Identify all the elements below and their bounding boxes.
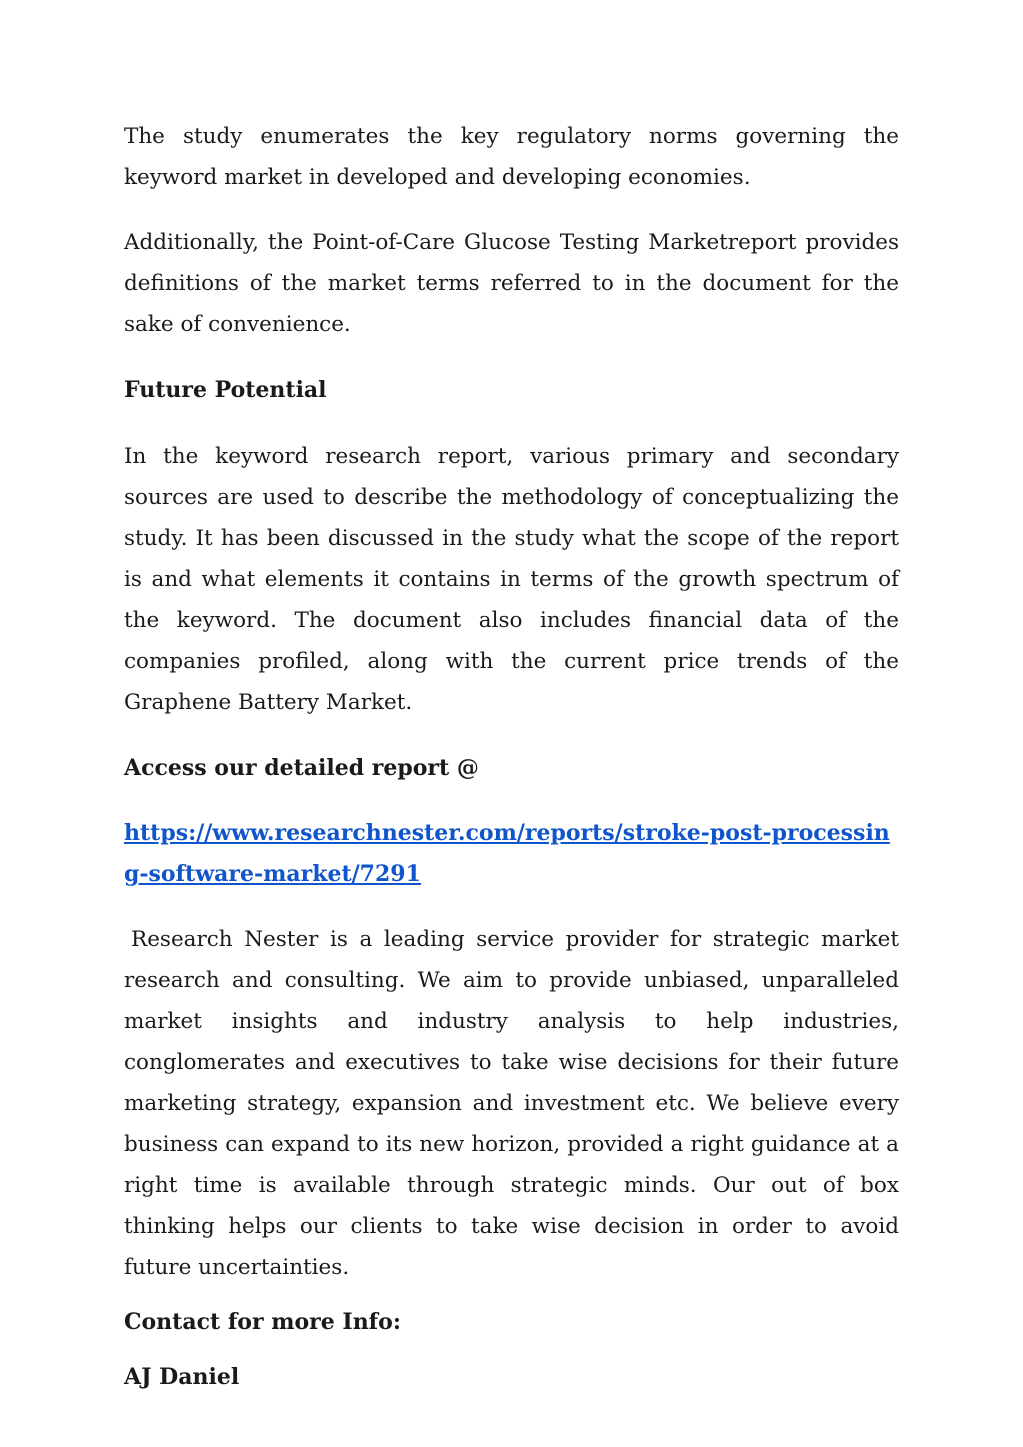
- report-link-container: [124, 813, 899, 895]
- research-methodology-paragraph: In the keyword research report, various primary and secondary sources are used to describe the methodology of conceptualizing the study. It has been discussed in the study what the scope of the report is and what elements it contains in terms of the growth spectrum of the keyword. The document also includes financial data of the companies profiled, along with the current price trends of the Graphene Battery Market.: [124, 444, 899, 715]
- access-report-heading: Access our detailed report @: [124, 755, 479, 781]
- document-page: [124, 116, 899, 1398]
- report-link[interactable]: https://www.researchnester.com/reports/stroke-post-processing-software-market/7291: [124, 820, 890, 887]
- regulatory-norms-paragraph: The study enumerates the key regulatory norms governing the keyword market in developed and developing economies.: [124, 124, 899, 190]
- contact-name: AJ Daniel: [124, 1364, 240, 1390]
- future-potential-heading: Future Potential: [124, 377, 327, 403]
- company-description-paragraph: Research Nester is a leading service provider for strategic market research and consulting. We aim to provide unbiased, unparalleled market insights and industry analysis to help industries, conglomerates and executives to take wise decisions for their future marketing strategy, expansion and investment etc. We believe every business can expand to its new horizon, provided a right guidance at a right time is available through strategic minds. Our out of box thinking helps our clients to take wise decision in order to avoid future uncertainties.: [124, 927, 899, 1280]
- definitions-paragraph: Additionally, the Point-of-Care Glucose Testing Marketreport provides definitions of the market terms referred to in the document for the sake of convenience.: [124, 230, 899, 337]
- contact-heading: Contact for more Info:: [124, 1309, 401, 1335]
